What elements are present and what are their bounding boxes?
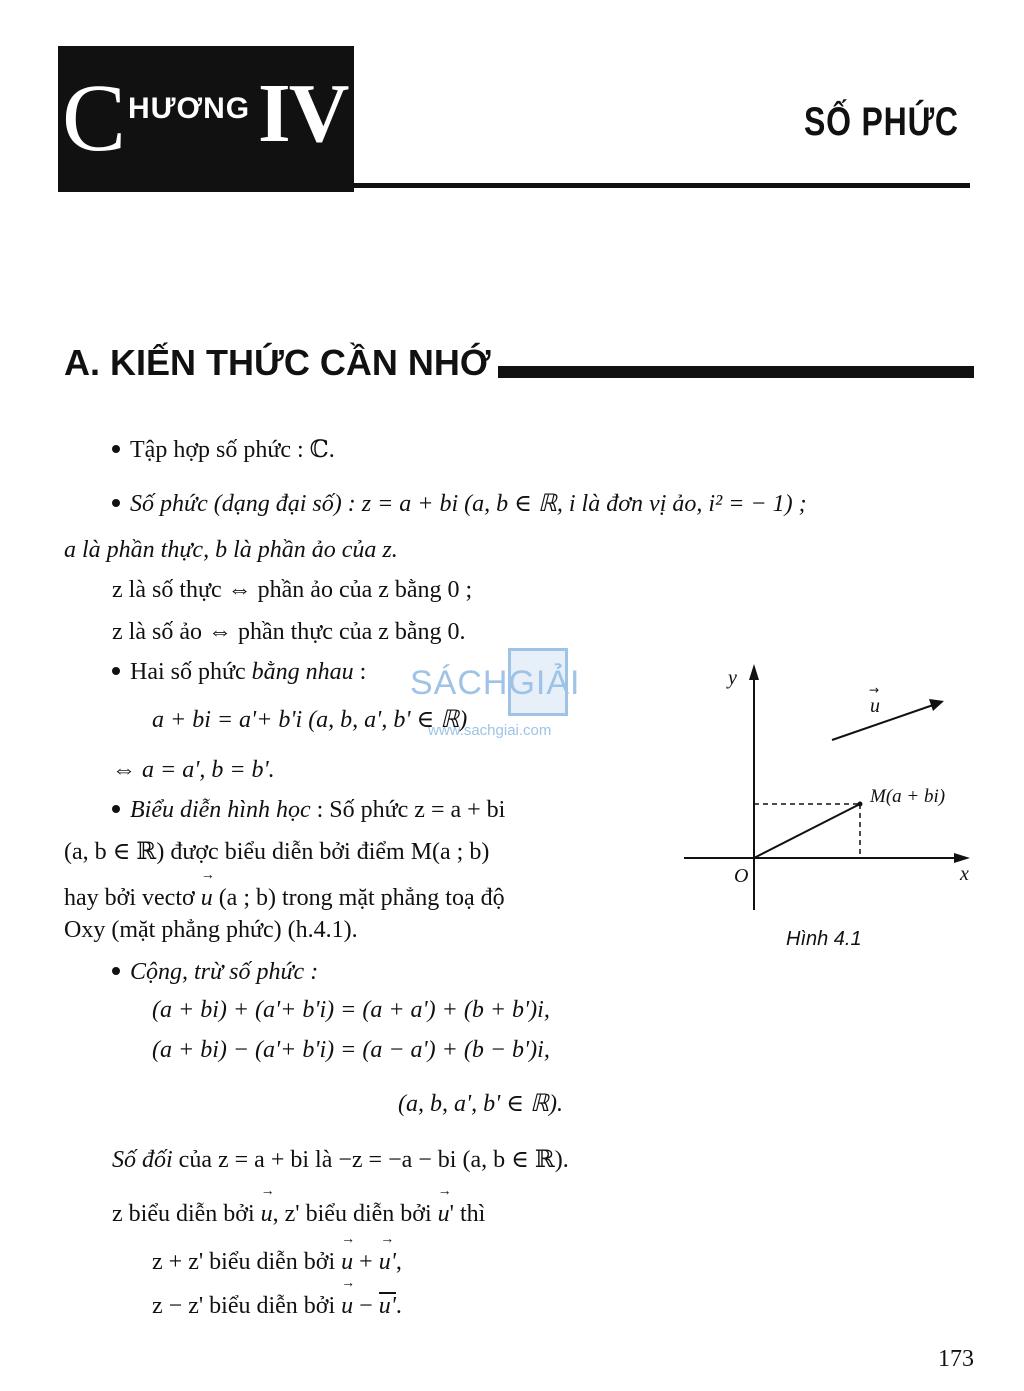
rep-text-a: z biểu diễn bởi (112, 1201, 261, 1227)
vector-u: → u (201, 884, 213, 913)
x-axis-arrow-icon (954, 853, 970, 863)
segment-om (754, 804, 860, 858)
bullet-icon (112, 499, 120, 507)
text-line-19 (152, 1248, 402, 1277)
chapter-divider (354, 183, 970, 188)
formula-subtraction: (a + bi) − (a'+ b'i) = (a − a') + (b − b')i, (152, 1037, 550, 1063)
chapter-prefix-letter: C (62, 64, 127, 171)
rep-text-b: , z' biểu diễn bởi (272, 1201, 438, 1227)
chapter-number: IV (258, 67, 348, 160)
formula-equality: a + bi = a'+ b'i (a, b, a', b' ∈ ℝ) (152, 707, 468, 733)
vector-u-prime: → u (438, 1200, 450, 1229)
term-add-sub: Cộng, trừ số phức : (130, 959, 319, 985)
complex-plane-figure (680, 660, 980, 920)
figure-caption: Hình 4.1 (786, 928, 862, 950)
term-opposite: Số đối (112, 1147, 173, 1173)
vector-u: → u (341, 1292, 353, 1321)
watermark-logo: SÁCHGIẢI (410, 664, 581, 702)
rep-text-c: ' thì (449, 1201, 486, 1227)
label-y: y (728, 667, 737, 689)
chapter-prefix-word: HƯƠNG (128, 92, 251, 125)
algebraic-form-def: : z = a + bi (a, b ∈ ℝ, i là đơn vị ảo, i² = − 1) ; (341, 491, 807, 517)
text-line-9 (112, 796, 505, 825)
vector-u-prime: u' (378, 1293, 396, 1319)
text-line-3: a là phần thực, b là phần ảo của z. (64, 537, 398, 563)
label-x: x (960, 863, 969, 885)
bullet-icon (112, 667, 120, 675)
opposite-def: của z = a + bi là −z = −a − bi (a, b ∈ ℝ). (172, 1147, 569, 1173)
text-line-12: Oxy (mặt phẳng phức) (h.4.1). (64, 917, 358, 943)
text-line-13 (112, 958, 318, 987)
vector-u: → u (261, 1200, 273, 1229)
minus-sign: − (353, 1293, 379, 1319)
text-line-5: z là số ảo ⇔ phần thực của z bằng 0. (112, 619, 466, 645)
chapter-title: SỐ PHỨC (804, 100, 959, 144)
vector-u-prime: → u' (379, 1248, 396, 1277)
text-line-18 (112, 1200, 485, 1229)
formula-addition: (a + bi) + (a'+ b'i) = (a + a') + (b + b')i, (152, 997, 550, 1023)
sum-rep-text: z + z' biểu diễn bởi (152, 1249, 342, 1275)
text-line-11 (64, 884, 505, 913)
equal-intro: Hai số phức (130, 659, 252, 685)
point-m (858, 802, 863, 807)
bullet-icon (112, 445, 120, 453)
text-line-10: (a, b ∈ ℝ) được biểu diễn bởi điểm M(a ; b) (64, 839, 490, 865)
label-vector-arrow-icon: → (869, 683, 880, 697)
plus-sign: + (353, 1249, 379, 1275)
text-line-6 (112, 658, 366, 687)
term-equal: bằng nhau (251, 659, 354, 685)
vector-plane: (a ; b) trong mặt phẳng toạ độ (212, 885, 505, 911)
label-point-m: M(a + bi) (870, 786, 946, 807)
section-heading: A. KIẾN THỨC CẦN NHỚ (64, 342, 491, 383)
set-of-complex: Tập hợp số phức : ℂ. (130, 437, 335, 463)
y-axis-arrow-icon (749, 664, 759, 680)
term-geometric: Biểu diễn hình học (130, 797, 311, 823)
diff-rep-text: z − z' biểu diễn bởi (152, 1293, 342, 1319)
geometric-intro: : Số phức z = a + bi (310, 797, 506, 823)
comma: , (395, 1249, 402, 1275)
colon: : (353, 659, 367, 685)
formula-equality-cond: ⇔ a = a', b = b'. (112, 757, 275, 783)
bullet-icon (112, 805, 120, 813)
section-divider (498, 366, 974, 378)
vector-u-arrow-icon (929, 699, 944, 711)
label-vector-u: u (870, 695, 880, 717)
text-line-2 (112, 490, 807, 519)
vector-u: → u (341, 1248, 353, 1277)
term-algebraic-form: Số phức (dạng đại số) (130, 491, 342, 517)
text-line-17 (112, 1146, 569, 1175)
text-line-4: z là số thực ⇔ phần ảo của z bằng 0 ; (112, 577, 473, 603)
text-line-20 (152, 1292, 402, 1321)
bullet-icon (112, 967, 120, 975)
text-line-1 (112, 436, 335, 465)
period: . (395, 1293, 402, 1319)
vector-intro: hay bởi vectơ (64, 885, 201, 911)
formula-domain: (a, b, a', b' ∈ ℝ). (398, 1091, 564, 1117)
label-origin: O (734, 865, 749, 887)
vector-u-line (832, 704, 936, 740)
watermark-url: www.sachgiai.com (428, 722, 552, 739)
page-number: 173 (938, 1346, 974, 1372)
